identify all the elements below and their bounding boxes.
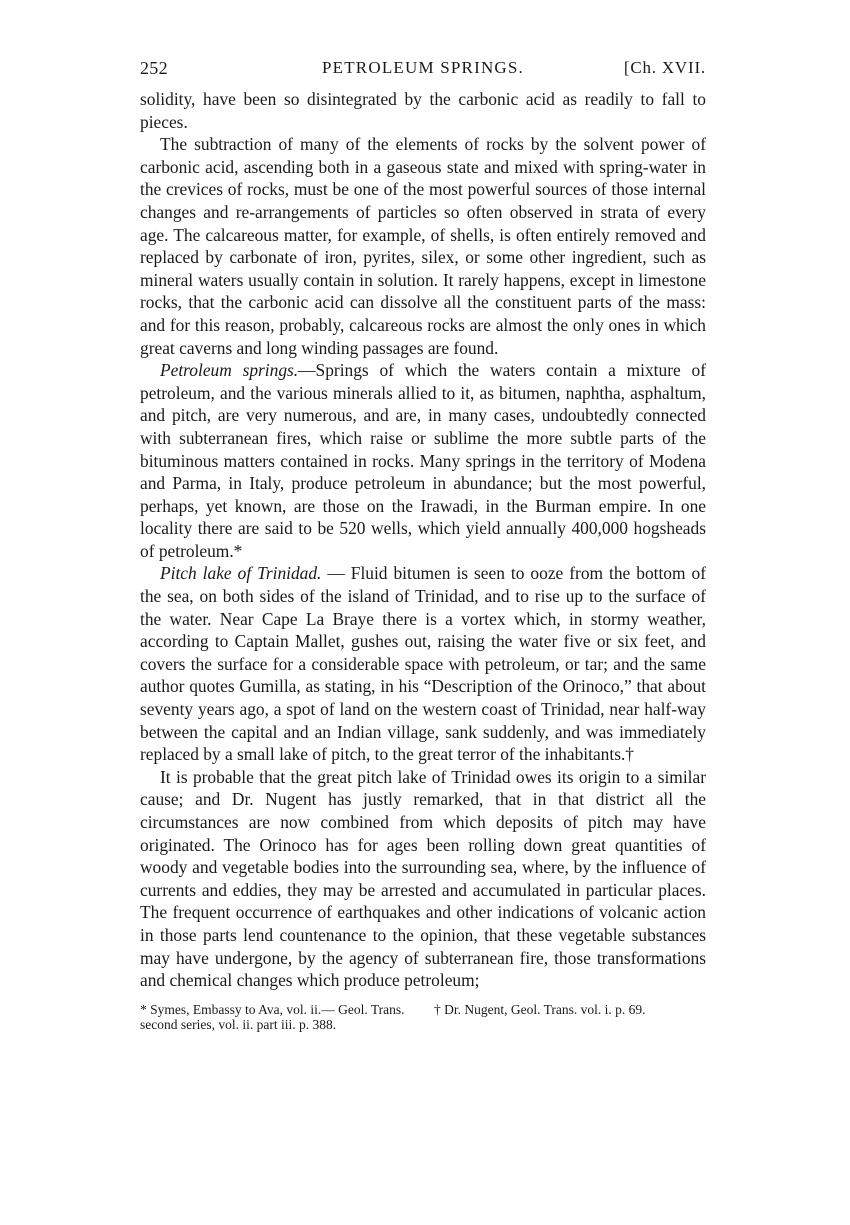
page-number: 252	[140, 58, 168, 78]
section-heading-pitch-lake: Pitch lake of Trinidad.	[160, 563, 322, 584]
paragraph-origin: It is probable that the great pitch lake of Trinidad owes its origin to a similar cause; and Dr. Nugent has justly remarked, that in that district all the circumstances are now combined from which deposits of pitch may have originated. The Orinoco has for ages been rolling down great quantities of woody and vegetable bodies into the surrounding sea, where, by the influence of currents and eddies, they may be arrested and accumulated in particular places. The frequent occurrence of earthquakes and other indications of volcanic action in those parts lend countenance to the opinion, that these vegetable substances may have undergone, by the agency of subterranean fire, those transformations and chemical changes which produce petroleum;	[140, 766, 706, 991]
pitch-lake-text: — Fluid bitumen is seen to ooze from the bottom of the sea, on both sides of the island of Trinidad, and to rise up to the surface of the water. Near Cape La Braye there is a vortex which, in stormy weather, according to Captain Mallet, gushes out, raising the water five or six feet, and covers the surface for a considerable space with petroleum, or tar; and the same author quotes Gumilla, as stating, in his “Description of the Orinoco,” that about seventy years ago, a spot of land on the western coast of Trinidad, near half-way between the capital and an Indian village, sank suddenly, and was immediately replaced by a small lake of pitch, to the great terror of the inhabitants.†	[140, 563, 706, 765]
footnote-nugent: † Dr. Nugent, Geol. Trans. vol. i. p. 69.	[434, 1001, 646, 1017]
paragraph-carbonic-acid: The subtraction of many of the elements of rocks by the solvent power of carbonic acid, ascending both in a gaseous state and mixed with spring-water in the crevices of rocks, must be one of the most powerful sources of those internal changes and re-arrangements of particles so often observed in strata of every age. The calcareous matter, for example, of shells, is often entirely removed and replaced by carbonate of iron, pyrites, silex, or some other ingredient, such as mineral waters usually contain in solution. It rarely happens, except in limestone rocks, that the carbonic acid can dissolve all the constituent parts of the mass: and for this reason, probably, calcareous rocks are almost the only ones in which great caverns and long winding passages are found.	[140, 134, 706, 358]
paragraph-pitch-lake	[140, 562, 706, 765]
running-title: PETROLEUM SPRINGS.	[321, 58, 525, 77]
running-header	[140, 58, 706, 88]
body-text	[140, 88, 706, 992]
paragraph-continued: solidity, have been so disintegrated by the carbonic acid as readily to fall to pieces.	[140, 89, 706, 132]
footnotes	[140, 1002, 706, 1032]
book-page	[140, 58, 706, 1032]
footnote-symes: * Symes, Embassy to Ava, vol. ii.— Geol. Trans. second series, vol. ii. part iii. p. 388.	[140, 1001, 405, 1032]
paragraph-petroleum-springs	[140, 359, 706, 562]
chapter-label: [Ch. XVII.	[623, 58, 706, 77]
petroleum-text: —Springs of which the waters contain a mixture of petroleum, and the various minerals allied to it, as bitumen, naphtha, asphaltum, and pitch, are very numerous, and are, in many cases, undoubtedly connected with subterranean fires, which raise or sublime the more subtle parts of the bituminous matters contained in rocks. Many springs in the territory of Modena and Parma, in Italy, produce petroleum in abundance; but the most powerful, perhaps, yet known, are those on the Irawadi, in the Burman empire. In one locality there are said to be 520 wells, which yield annually 400,000 hogsheads of petroleum.*	[140, 360, 706, 561]
section-heading-petroleum: Petroleum springs.	[160, 360, 299, 381]
